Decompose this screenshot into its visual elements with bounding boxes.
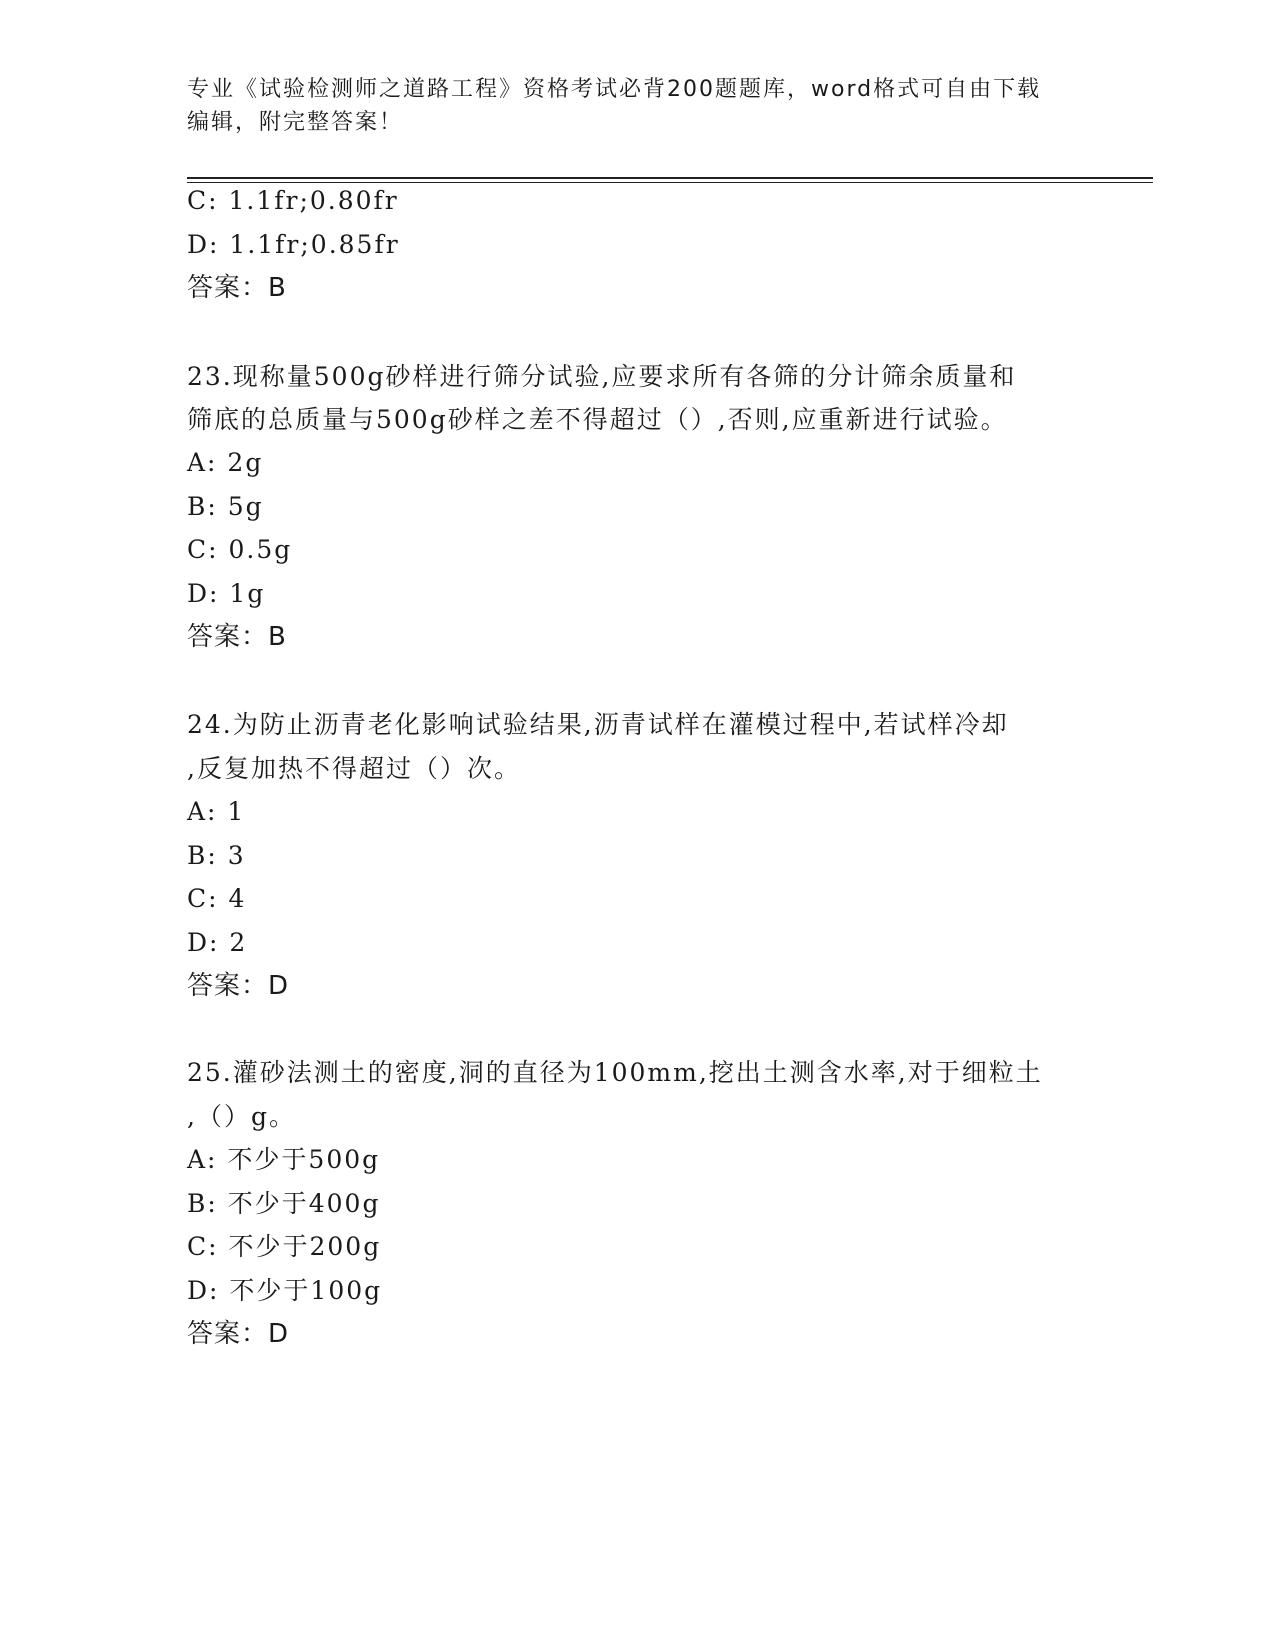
header-divider-thick: [187, 177, 1153, 179]
q24-option-a: A: 1: [187, 797, 246, 826]
q25-stem-line-1: 25.灌砂法测土的密度,洞的直径为100mm,挖出土测含水率,对于细粒土: [187, 1058, 1043, 1087]
q23-option-b: B: 5g: [187, 492, 264, 521]
q23-answer: 答案：B: [187, 622, 287, 652]
document-header: [187, 73, 1067, 139]
q22-answer: 答案：B: [187, 273, 287, 303]
q24-answer: 答案：D: [187, 971, 290, 1001]
q25-option-b: B: 不少于400g: [187, 1189, 381, 1218]
q25-option-c: C: 不少于200g: [187, 1232, 382, 1261]
q25-option-d: D: 不少于100g: [187, 1276, 383, 1305]
q23-stem-line-1: 23.现称量500g砂样进行筛分试验,应要求所有各筛的分计筛余质量和: [187, 362, 1017, 391]
q24-option-d: D: 2: [187, 928, 248, 957]
q24-stem-line-1: 24.为防止沥青老化影响试验结果,沥青试样在灌模过程中,若试样冷却: [187, 710, 1009, 739]
q23-option-d: D: 1g: [187, 579, 266, 608]
q25-option-a: A: 不少于500g: [187, 1145, 381, 1174]
q23-option-a: A: 2g: [187, 448, 264, 477]
q24-option-c: C: 4: [187, 884, 247, 913]
q24-option-b: B: 3: [187, 841, 246, 870]
q22-option-d: D: 1.1fr;0.85fr: [187, 230, 400, 259]
document-page: [187, 0, 1153, 1650]
q23-option-c: C: 0.5g: [187, 535, 293, 564]
q24-stem-line-2: ,反复加热不得超过（）次。: [187, 754, 521, 783]
q22-option-c: C: 1.1fr;0.80fr: [187, 186, 399, 215]
header-title-line-2: 编辑，附完整答案！: [187, 110, 404, 135]
q25-answer: 答案：D: [187, 1319, 290, 1349]
q23-stem-line-2: 筛底的总质量与500g砂样之差不得超过（）,否则,应重新进行试验。: [187, 405, 1008, 434]
header-divider-thin: [187, 182, 1153, 183]
q25-stem-line-2: ,（）g。: [187, 1102, 296, 1131]
header-title-line-1: 专业《试验检测师之道路工程》资格考试必背200题题库，word格式可自由下载: [187, 77, 1042, 102]
